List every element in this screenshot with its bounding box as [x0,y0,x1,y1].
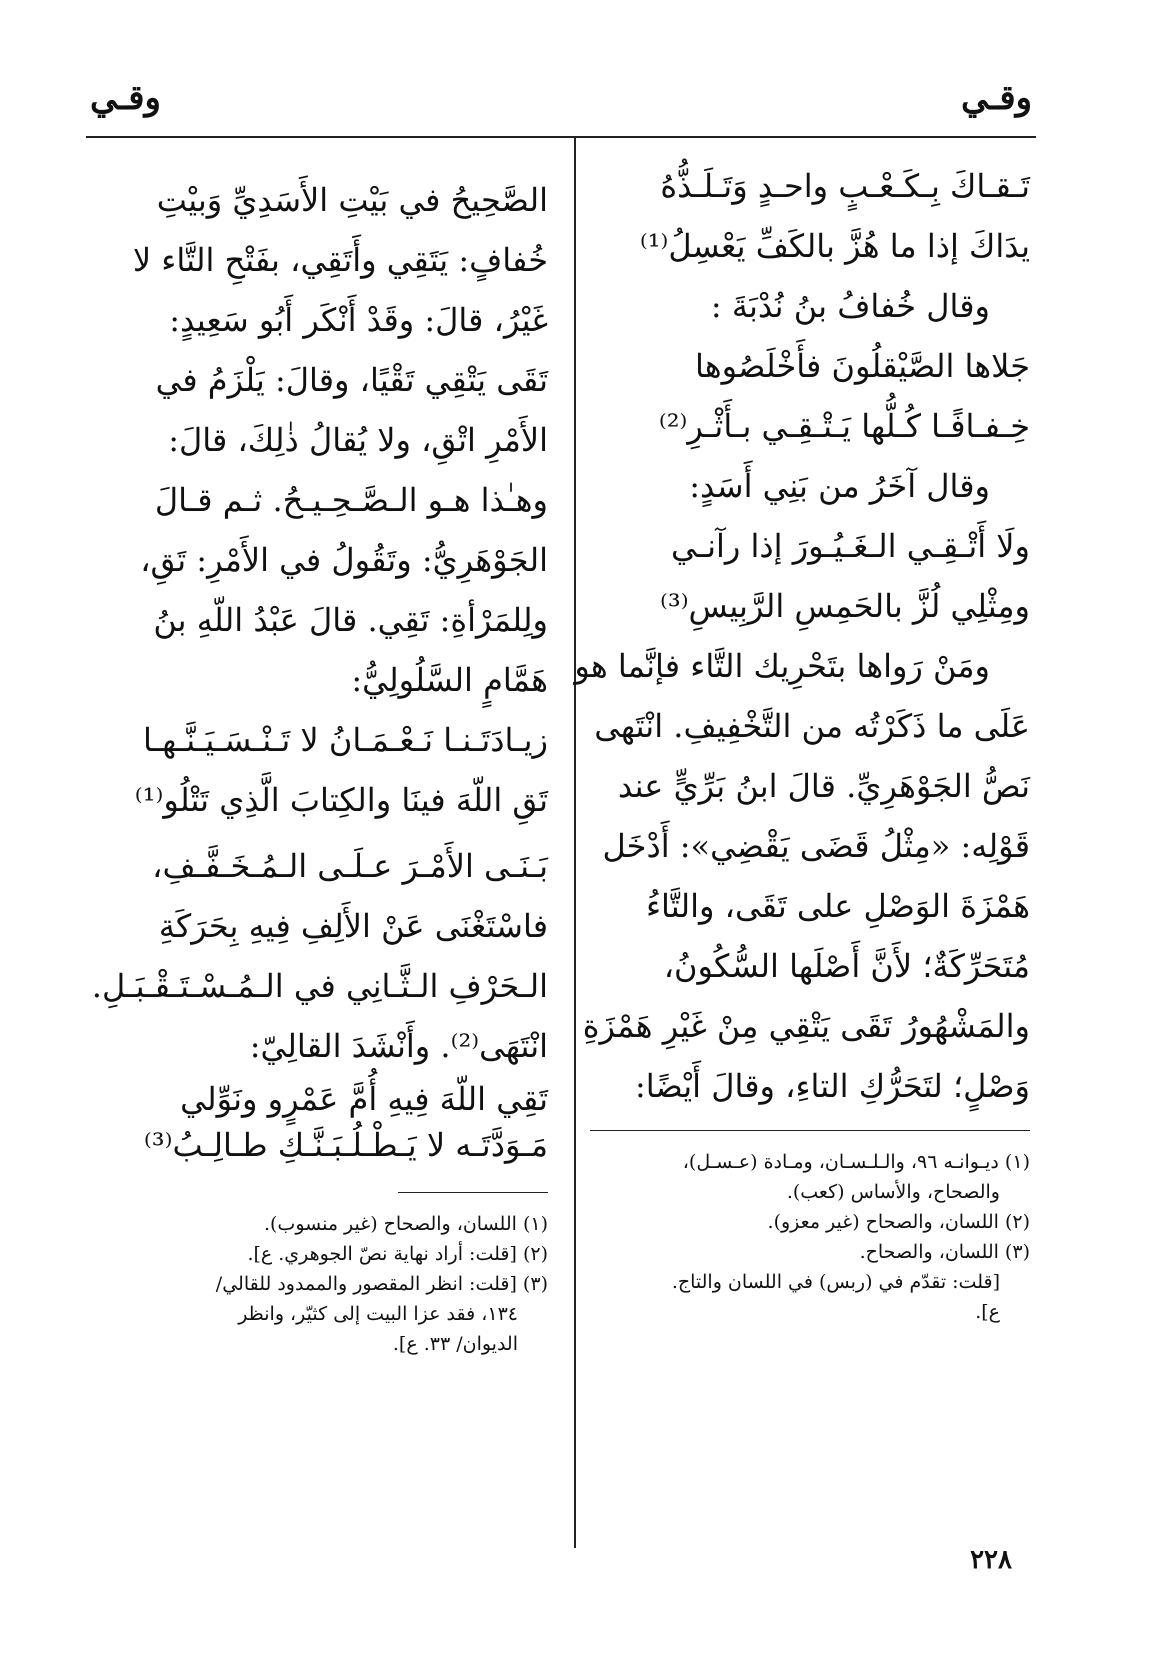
text-line: فاسْتَغْنَى عَنْ الأَلِفِ فِيهِ بِحَرَكَةِ [158,907,548,945]
running-head-right: وقـي [961,78,1032,118]
footnote-rule [398,1192,548,1193]
running-head-left: وقـي [90,78,161,118]
text-line: هَمَّامٍ السَّلُولِيُّ: [351,661,548,699]
text-line: نَصُّ الجَوْهَرِيِّ. قالَ ابنُ بَرِّيٍّ عند [617,767,1030,805]
left-column [86,170,548,1359]
text-line: الصَّحِيحُ في بَيْتِ الأَسَدِيِّ وَبيْتِ [156,181,548,219]
verse-line: تَقِ اللّهَ فينَا والكِتابَ الَّذِي تَتْلُو⁽¹⁾ [134,781,548,819]
verse-line: مَـوَدَّتَـه لا يَـطْـلُـبَـنَّـكِ طـالِـبُ⁽³⁾ [143,1126,548,1164]
footnote: (٢) اللسان، والصحاح (غير معزو). [767,1211,1030,1233]
footnote: (٣) [قلت: انظر المقصور والممدود للقالي/ [215,1273,548,1295]
verse-line: تَـقـاكَ بِـكَـعْـبٍ واحـدٍ وَتَـلَـذُّهُ [660,167,1030,205]
text-line: قَوْلِه: «مِثْلُ قَضَى يَقْضِي»: أَدْخَل [602,827,1030,865]
footnote: (٢) [قلت: أراد نهاية نصّ الجوهري. ع]. [247,1243,548,1265]
page-number: ٢٢٨ [970,1545,1012,1575]
column-divider [574,136,576,1548]
text-line: وقال آخَرُ من بَنِي أَسَدٍ: [689,467,990,505]
text-line: بَـنَـى الأَمْـرَ عـلَـى الـمُـخَـفَّـفِ، [152,847,548,885]
verse-line: خِـفـافًـا كُـلُّها يَـتْـقِـي بـأَثْـرِ⁽²⁾ [658,407,1030,445]
text-line: وَصْلٍ؛ لتَحَرُّكِ التاءِ، وقالَ أَيْضًا: [634,1067,1030,1105]
verse-line: يدَاكَ إذا ما هُزَّ بالكَفِّ يَعْسِلُ⁽¹⁾ [639,227,1030,265]
text-line: عَلَى ما ذَكَرْتُه من التَّخْفِيفِ. انْتَهى [594,707,1030,745]
text-line: مُتَحَرِّكَةٌ؛ لأَنَّ أَصْلَها السُّكُونُ، [663,947,1030,985]
text-line: ولِلمَرْأةِ: تَقِي. قالَ عَبْدُ اللّهِ بنُ [153,601,548,639]
text-line: الجَوْهَرِيُّ: وتَقُولُ في الأَمْرِ: تَقِ، [140,541,548,579]
text-line: الأَمْرِ اتْقِ، ولا يُقالُ ذٰلِكَ، قالَ: [168,421,548,459]
verse-line: تَقِي اللّهَ فِيهِ أُمَّ عَمْرٍو ونَوِّلي [180,1080,548,1118]
footnote-rule [590,1130,1030,1131]
header-rule [86,136,1036,138]
verse-line: ولَا أَتْـقِـي الـغَـيُـورَ إذا رآنـي [671,527,1030,565]
verse-line: زيـادَتَـنـا نَـعْـمَـانُ لا تَـنْـسَـيَـنَّـهـا [143,721,548,759]
text-line: والمَشْهُورُ تَقَى يَتْقِي مِنْ غَيْرِ هَمْزَةِ [582,1007,1030,1045]
footnote: والصحاح، والأساس (كعب). [786,1181,1000,1203]
text-line: خُفافٍ: يَتَقِي وأَتَقِي، بفَتْحِ التَّاء لا [132,241,548,279]
footnote: (١) اللسان، والصحاح (غير منسوب). [263,1213,548,1235]
footnote: [قلت: تقدّم في (ربس) في اللسان والتاج. [671,1271,1000,1293]
text-line: غَيْرُ، قالَ: وقَدْ أَنْكَر أَبُو سَعِيدٍ: [169,301,548,339]
text-line: وهـٰذا هـو الـصَّـحِـيـحُ. ثـم قـالَ [154,481,548,519]
text-line: انْتَهَى⁽²⁾. وأَنْشَدَ القالِيّ: [249,1027,548,1065]
verse-line: ومِثْلِي لُزَّ بالحَمِسِ الرَّبِيسِ⁽³⁾ [660,587,1030,625]
text-line: ومَنْ رَواها بتَحْرِيك التَّاء فإنَّما هو [574,647,990,685]
text-line: وقال خُفافُ بنُ نُدْبَةَ : [710,287,990,325]
text-line: تَقَى يَتْقِي تَقْيًا، وقالَ: يَلْزَمُ في [155,361,548,399]
footnote: (٣) اللسان، والصحاح. [859,1241,1030,1263]
verse-line: جَلاها الصَّيْقلُونَ فأَخْلَصُوها [694,347,1030,385]
footnote: ١٣٤، فقد عزا البيت إلى كثيّر، وانظر [238,1303,518,1325]
footnote: (١) ديـوانـه ٩٦، والـلـسـان، ومـادة (عـسـل)، [682,1151,1030,1173]
right-column [574,156,1030,1327]
text-line: هَمْزَةَ الوَصْلِ على تَقَى، والتَّاءُ [645,887,1030,925]
footnote: الديوان/ ٣٣. ع]. [392,1333,518,1355]
text-line: الـحَرْفِ الـثَّـانِي في الـمُـسْـتَـقْـبَـلِ. [91,967,548,1005]
footnote: ع]. [975,1301,1000,1323]
